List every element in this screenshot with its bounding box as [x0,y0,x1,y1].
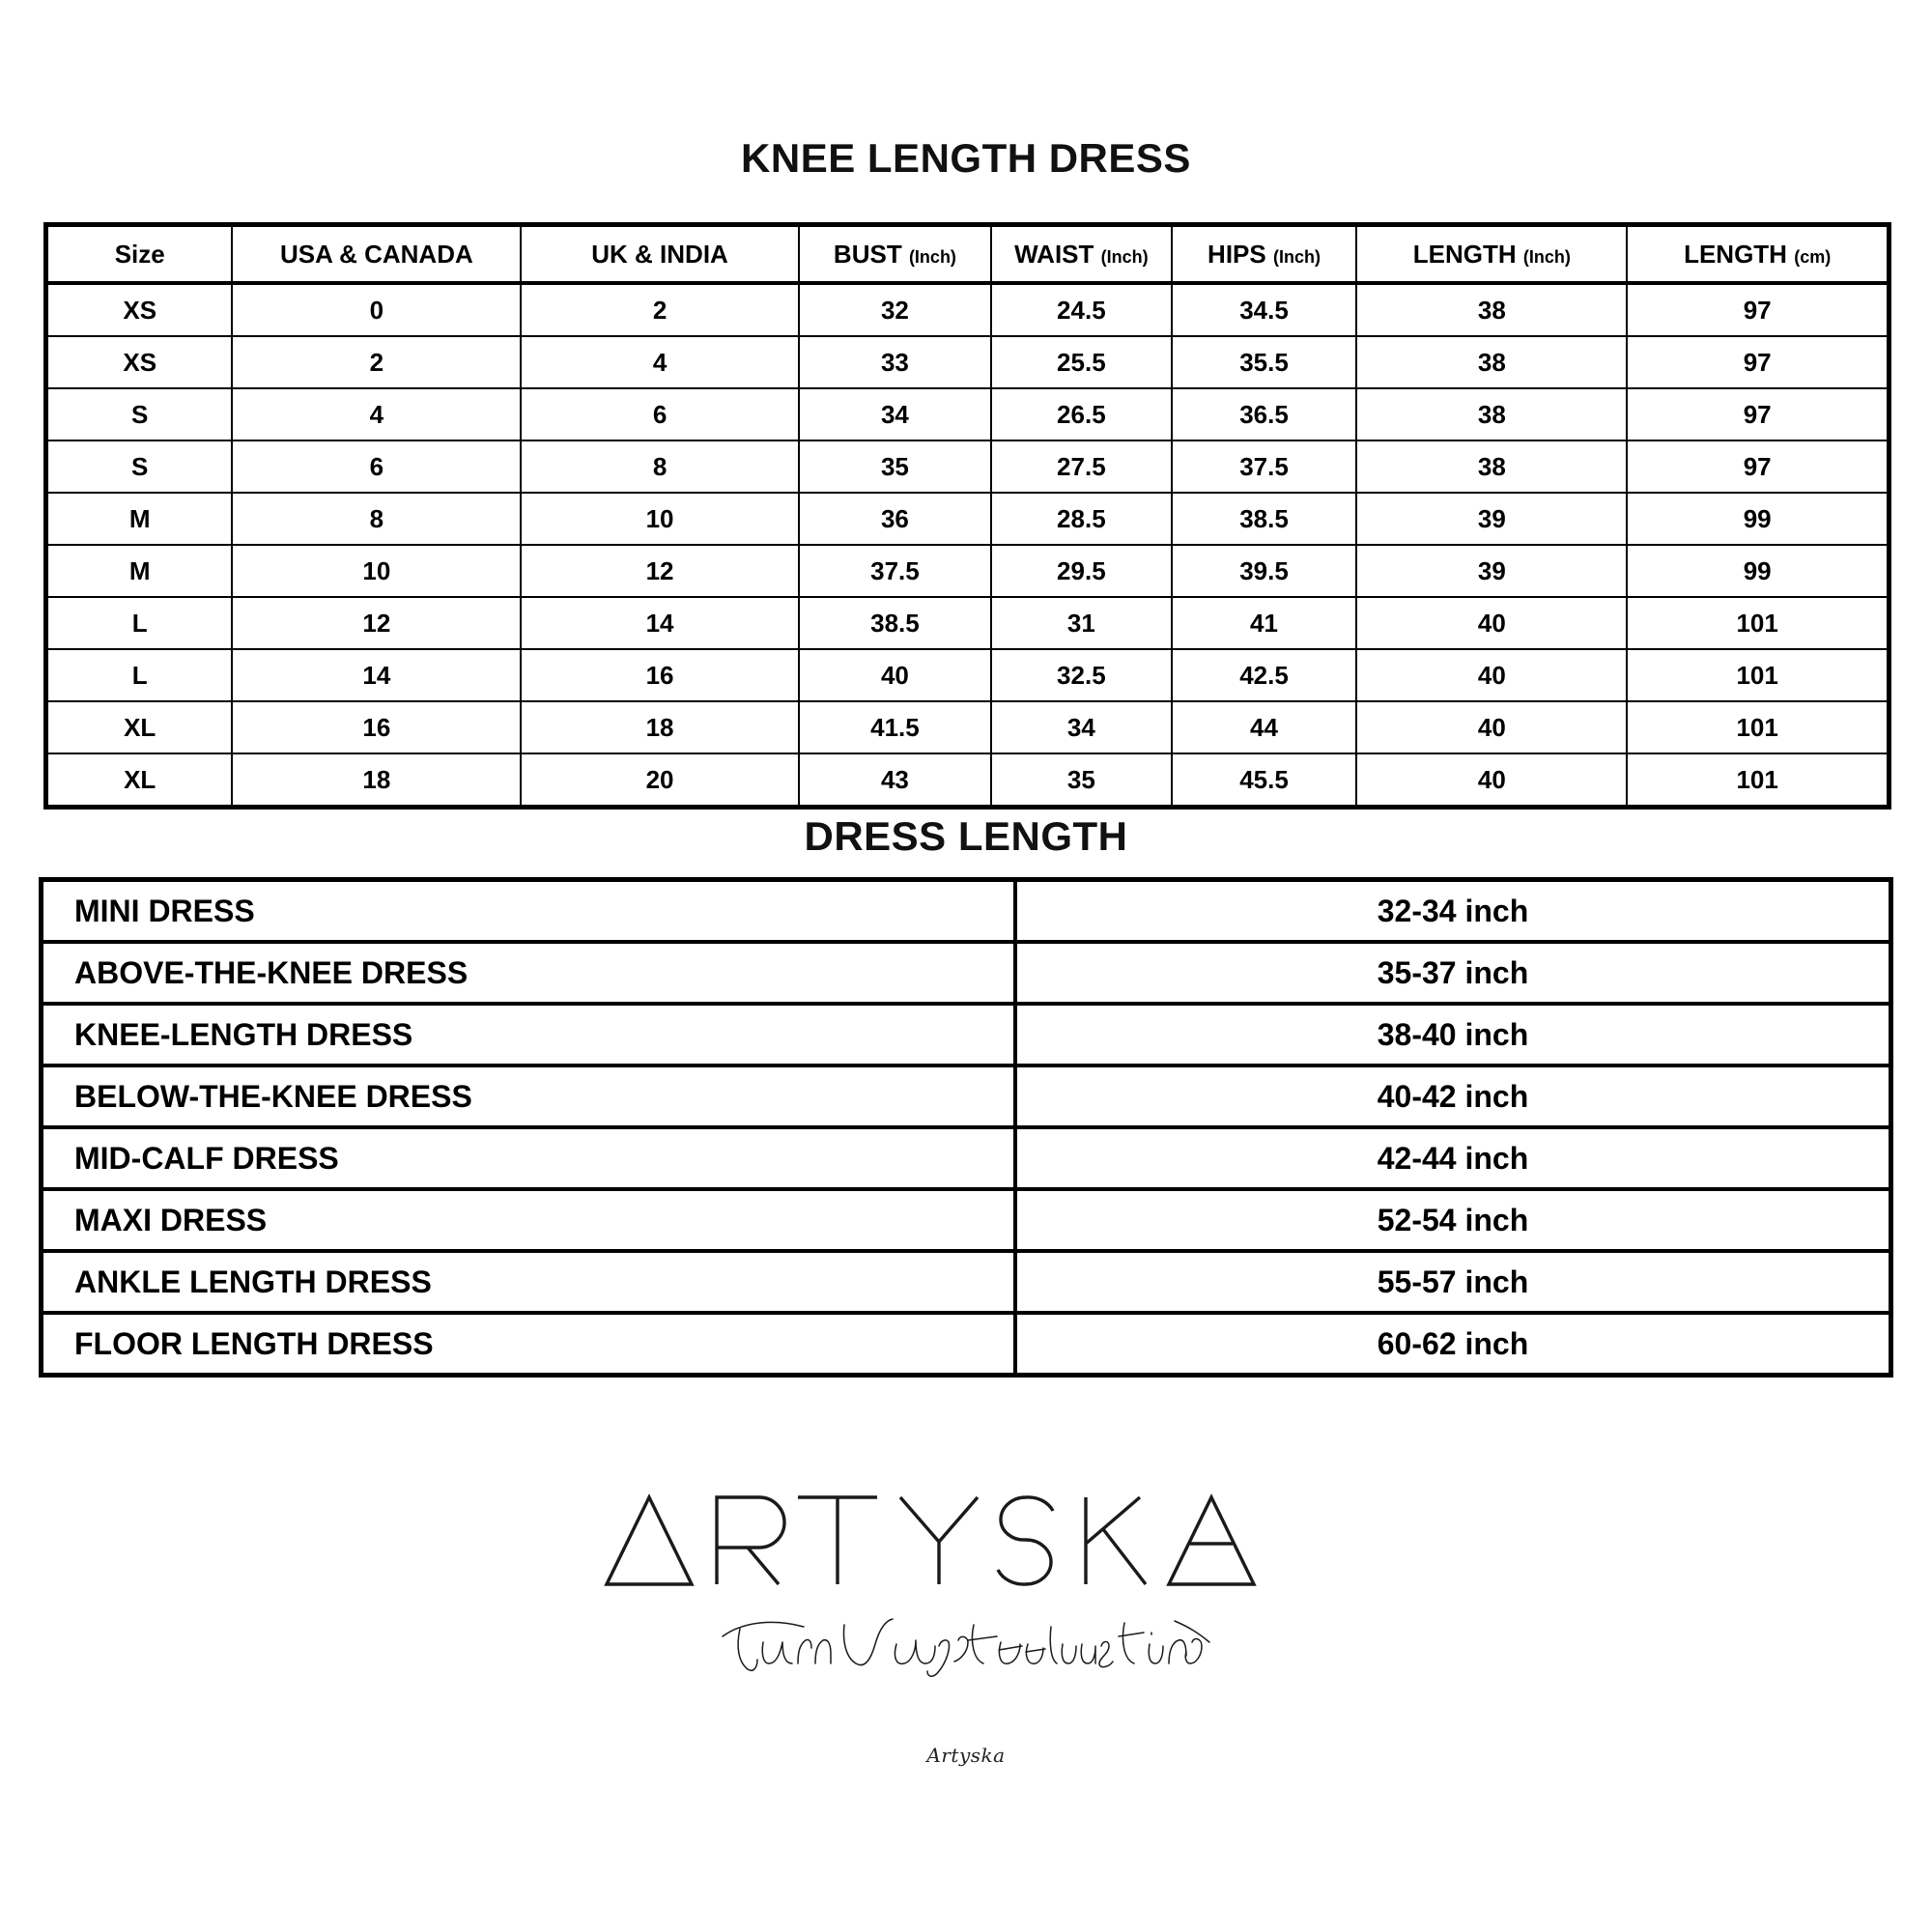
cell-usa-canada: 14 [232,649,521,701]
table-row [46,388,1889,440]
cell-size: XL [46,753,233,808]
cell-bust: 41.5 [799,701,991,753]
column-header-length-inch [1356,225,1627,284]
cell-hips: 41 [1172,597,1357,649]
cell-hips: 38.5 [1172,493,1357,545]
cell-uk-india: 12 [521,545,799,597]
cell-bust: 32 [799,283,991,336]
cell-hips: 39.5 [1172,545,1357,597]
cell-length-cm: 97 [1627,283,1889,336]
dress-length-name: KNEE-LENGTH DRESS [42,1004,1016,1065]
cell-length-cm: 101 [1627,701,1889,753]
dress-length-value: 60-62 inch [1015,1313,1891,1376]
cell-size: L [46,649,233,701]
table-row [46,493,1889,545]
cell-waist: 34 [991,701,1172,753]
cell-usa-canada: 16 [232,701,521,753]
cell-length-cm: 97 [1627,336,1889,388]
cell-bust: 43 [799,753,991,808]
cell-waist: 35 [991,753,1172,808]
cell-size: S [46,440,233,493]
table-row [46,283,1889,336]
column-header-size [46,225,233,284]
dress-length-value: 38-40 inch [1015,1004,1891,1065]
cell-waist: 32.5 [991,649,1172,701]
list-item [42,1127,1891,1189]
column-header-hips [1172,225,1357,284]
cell-uk-india: 2 [521,283,799,336]
dress-length-name: MINI DRESS [42,880,1016,943]
brand-tagline-script [715,1607,1217,1683]
cell-hips: 42.5 [1172,649,1357,701]
dress-length-name: FLOOR LENGTH DRESS [42,1313,1016,1376]
cell-size: M [46,545,233,597]
column-header-length-cm [1627,225,1889,284]
cell-uk-india: 10 [521,493,799,545]
list-item [42,1189,1891,1251]
dress-length-body [42,880,1891,1376]
list-item [42,1065,1891,1127]
dress-length-name: MAXI DRESS [42,1189,1016,1251]
column-header-unit: (Inch) [1100,246,1149,267]
cell-length-inch: 40 [1356,753,1627,808]
column-header-label: LENGTH [1412,239,1517,269]
dress-length-title: DRESS LENGTH [804,813,1128,859]
list-item [42,1251,1891,1313]
cell-bust: 33 [799,336,991,388]
cell-waist: 31 [991,597,1172,649]
cell-usa-canada: 2 [232,336,521,388]
cell-length-cm: 101 [1627,649,1889,701]
dress-length-table [39,877,1893,1378]
dress-length-name: ANKLE LENGTH DRESS [42,1251,1016,1313]
column-header-uk-india [521,225,799,284]
cell-hips: 44 [1172,701,1357,753]
table-row [46,753,1889,808]
column-header-unit: (cm) [1794,246,1832,267]
cell-usa-canada: 6 [232,440,521,493]
cell-length-inch: 40 [1356,597,1627,649]
dress-length-value: 52-54 inch [1015,1189,1891,1251]
list-item [42,1004,1891,1065]
table-row [46,649,1889,701]
column-header-waist [991,225,1172,284]
cell-length-inch: 38 [1356,283,1627,336]
size-chart-table [43,222,1891,810]
cell-waist: 25.5 [991,336,1172,388]
cell-hips: 36.5 [1172,388,1357,440]
cell-length-inch: 40 [1356,649,1627,701]
column-header-label: BUST [833,239,902,269]
list-item [42,942,1891,1004]
cell-length-cm: 99 [1627,545,1889,597]
column-header-label: Size [114,239,165,269]
cell-uk-india: 8 [521,440,799,493]
cell-usa-canada: 18 [232,753,521,808]
dress-length-value: 40-42 inch [1015,1065,1891,1127]
column-header-label: WAIST [1014,239,1094,269]
cell-usa-canada: 4 [232,388,521,440]
column-header-unit: (Inch) [1522,246,1571,267]
cell-waist: 28.5 [991,493,1172,545]
dress-length-value: 35-37 inch [1015,942,1891,1004]
cell-usa-canada: 10 [232,545,521,597]
cell-length-inch: 38 [1356,336,1627,388]
cell-length-inch: 38 [1356,440,1627,493]
cell-usa-canada: 12 [232,597,521,649]
cell-size: L [46,597,233,649]
cell-waist: 27.5 [991,440,1172,493]
cell-size: XS [46,283,233,336]
cell-size: M [46,493,233,545]
cell-bust: 35 [799,440,991,493]
cell-length-inch: 39 [1356,545,1627,597]
cell-hips: 34.5 [1172,283,1357,336]
cell-length-inch: 39 [1356,493,1627,545]
cell-size: XL [46,701,233,753]
size-chart-title: KNEE LENGTH DRESS [741,135,1191,181]
list-item [42,880,1891,943]
column-header-unit: (Inch) [1272,246,1321,267]
cell-hips: 37.5 [1172,440,1357,493]
list-item [42,1313,1891,1376]
dress-length-name: BELOW-THE-KNEE DRESS [42,1065,1016,1127]
cell-size: XS [46,336,233,388]
cell-bust: 40 [799,649,991,701]
cell-length-cm: 101 [1627,753,1889,808]
cell-hips: 35.5 [1172,336,1357,388]
cell-bust: 38.5 [799,597,991,649]
column-header-bust [799,225,991,284]
cell-hips: 45.5 [1172,753,1357,808]
column-header-label: HIPS [1208,239,1266,269]
brand-block [0,1488,1932,1683]
cell-size: S [46,388,233,440]
column-header-label: UK & INDIA [591,239,728,269]
dress-length-name: MID-CALF DRESS [42,1127,1016,1189]
column-header-unit: (Inch) [908,246,956,267]
table-row [46,701,1889,753]
cell-usa-canada: 8 [232,493,521,545]
cell-bust: 34 [799,388,991,440]
cell-length-cm: 101 [1627,597,1889,649]
table-row [46,597,1889,649]
cell-uk-india: 16 [521,649,799,701]
table-row [46,545,1889,597]
cell-length-cm: 99 [1627,493,1889,545]
column-header-label: USA & CANADA [279,239,473,269]
cell-waist: 29.5 [991,545,1172,597]
cell-waist: 26.5 [991,388,1172,440]
dress-length-name: ABOVE-THE-KNEE DRESS [42,942,1016,1004]
cell-length-cm: 97 [1627,388,1889,440]
dress-length-value: 55-57 inch [1015,1251,1891,1313]
cell-waist: 24.5 [991,283,1172,336]
cell-uk-india: 6 [521,388,799,440]
table-row [46,440,1889,493]
cell-uk-india: 20 [521,753,799,808]
cell-bust: 37.5 [799,545,991,597]
table-row [46,336,1889,388]
cell-bust: 36 [799,493,991,545]
dress-length-value: 32-34 inch [1015,880,1891,943]
cell-usa-canada: 0 [232,283,521,336]
cell-length-inch: 38 [1356,388,1627,440]
cell-length-cm: 97 [1627,440,1889,493]
artyska-logo [599,1488,1333,1594]
size-chart-header-row [46,225,1889,284]
cell-length-inch: 40 [1356,701,1627,753]
column-header-label: LENGTH [1684,239,1787,269]
column-header-usa-canada [232,225,521,284]
cell-uk-india: 14 [521,597,799,649]
cell-uk-india: 18 [521,701,799,753]
dress-length-value: 42-44 inch [1015,1127,1891,1189]
cell-uk-india: 4 [521,336,799,388]
footer-watermark: Artyska [926,1744,1006,1767]
size-chart-body [46,283,1889,808]
